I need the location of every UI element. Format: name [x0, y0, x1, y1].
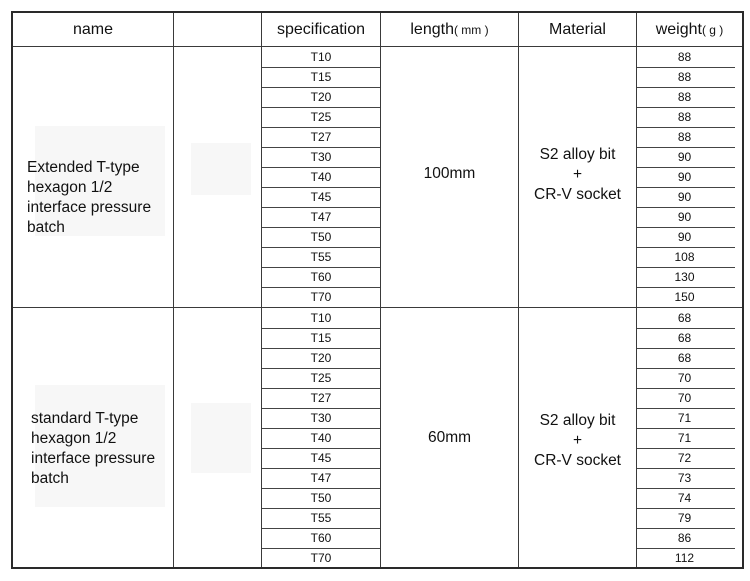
group-1-material-line: CR-V socket — [534, 186, 621, 203]
group-2-name — [31, 409, 155, 489]
group-1-material — [519, 145, 636, 205]
group-2-name-line: batch — [31, 470, 69, 487]
weight-cell: 90 — [677, 170, 692, 184]
column-divider — [380, 13, 381, 567]
weight-cell: 150 — [674, 290, 695, 304]
spec-cell: T50 — [310, 491, 332, 505]
weight-cell: 90 — [677, 230, 692, 244]
group-1-name — [27, 158, 151, 238]
header-name-label: name — [72, 20, 114, 38]
spec-cell: T70 — [310, 551, 332, 565]
spec-cell: T25 — [310, 110, 332, 124]
header-blank — [174, 13, 261, 46]
group-2-material-line: S2 alloy bit — [539, 412, 616, 429]
header-length-label: length — [410, 20, 454, 38]
weight-cell: 90 — [677, 150, 692, 164]
group-2-material-line: + — [572, 432, 583, 449]
group-2-material-line: CR-V socket — [534, 452, 621, 469]
header-weight-label: weight — [655, 20, 702, 38]
spec-cell: T70 — [310, 290, 332, 304]
spec-cell: T40 — [310, 431, 332, 445]
spec-cell: T50 — [310, 230, 332, 244]
spec-cell: T45 — [310, 190, 332, 204]
group-1-name-line: Extended T-type — [27, 159, 140, 176]
group-2-length: 60mm — [427, 429, 472, 446]
header-length-unit: ( mm ) — [453, 22, 489, 37]
weight-cell: 68 — [677, 351, 692, 365]
group-1-name-line: interface pressure — [27, 199, 152, 216]
group-2-material — [519, 411, 636, 471]
header-weight — [637, 13, 742, 46]
weight-cell: 70 — [677, 391, 692, 405]
weight-cell: 130 — [674, 270, 695, 284]
spec-cell: T55 — [310, 250, 332, 264]
column-divider — [518, 13, 519, 567]
spec-cell: T27 — [310, 130, 332, 144]
spec-cell: T47 — [310, 471, 332, 485]
group-2-name-line: hexagon 1/2 — [31, 430, 117, 447]
spec-cell: T15 — [310, 70, 332, 84]
weight-cell: 90 — [677, 210, 692, 224]
group-1-name-line: batch — [27, 219, 65, 236]
spec-cell: T55 — [310, 511, 332, 525]
weight-cell: 71 — [677, 411, 692, 425]
weight-cell: 88 — [677, 130, 692, 144]
header-weight-unit: ( g ) — [701, 22, 724, 37]
header-material-label: Material — [549, 20, 606, 38]
weight-cell: 68 — [677, 331, 692, 345]
group-2-name-line: standard T-type — [31, 410, 139, 427]
header-length — [381, 13, 518, 46]
weight-cell: 108 — [674, 250, 695, 264]
spec-cell: T10 — [310, 311, 332, 325]
group-1-length: 100mm — [423, 165, 476, 182]
column-divider — [173, 13, 174, 567]
group-1-name-line: hexagon 1/2 — [27, 179, 113, 196]
spec-cell: T20 — [310, 351, 332, 365]
spec-cell: T10 — [310, 50, 332, 64]
spec-table — [11, 11, 744, 569]
spec-cell: T20 — [310, 90, 332, 104]
weight-cell: 79 — [677, 511, 692, 525]
weight-cell: 71 — [677, 431, 692, 445]
weight-cell: 88 — [677, 70, 692, 84]
weight-cell: 73 — [677, 471, 692, 485]
weight-cell: 72 — [677, 451, 692, 465]
spec-cell: T27 — [310, 391, 332, 405]
header-specification — [262, 13, 380, 46]
weight-cell: 112 — [674, 551, 695, 565]
group-1-material-line: + — [572, 166, 583, 183]
group-1-material-line: S2 alloy bit — [539, 146, 616, 163]
weight-cell: 90 — [677, 190, 692, 204]
weight-cell: 88 — [677, 50, 692, 64]
spec-cell: T40 — [310, 170, 332, 184]
weight-cell: 68 — [677, 311, 692, 325]
weight-cell: 88 — [677, 90, 692, 104]
weight-cell: 88 — [677, 110, 692, 124]
background-patch — [191, 403, 251, 473]
weight-cell: 70 — [677, 371, 692, 385]
group-2-name-line: interface pressure — [31, 450, 156, 467]
header-specification-label: specification — [276, 20, 366, 38]
header-material — [519, 13, 636, 46]
spec-cell: T45 — [310, 451, 332, 465]
spec-cell: T60 — [310, 531, 332, 545]
header-name — [13, 13, 173, 46]
weight-cell: 74 — [677, 491, 692, 505]
spec-cell: T30 — [310, 411, 332, 425]
background-patch — [191, 143, 251, 195]
spec-cell: T15 — [310, 331, 332, 345]
spec-cell: T47 — [310, 210, 332, 224]
spec-cell: T25 — [310, 371, 332, 385]
weight-cell: 86 — [677, 531, 692, 545]
spec-cell: T30 — [310, 150, 332, 164]
spec-cell: T60 — [310, 270, 332, 284]
